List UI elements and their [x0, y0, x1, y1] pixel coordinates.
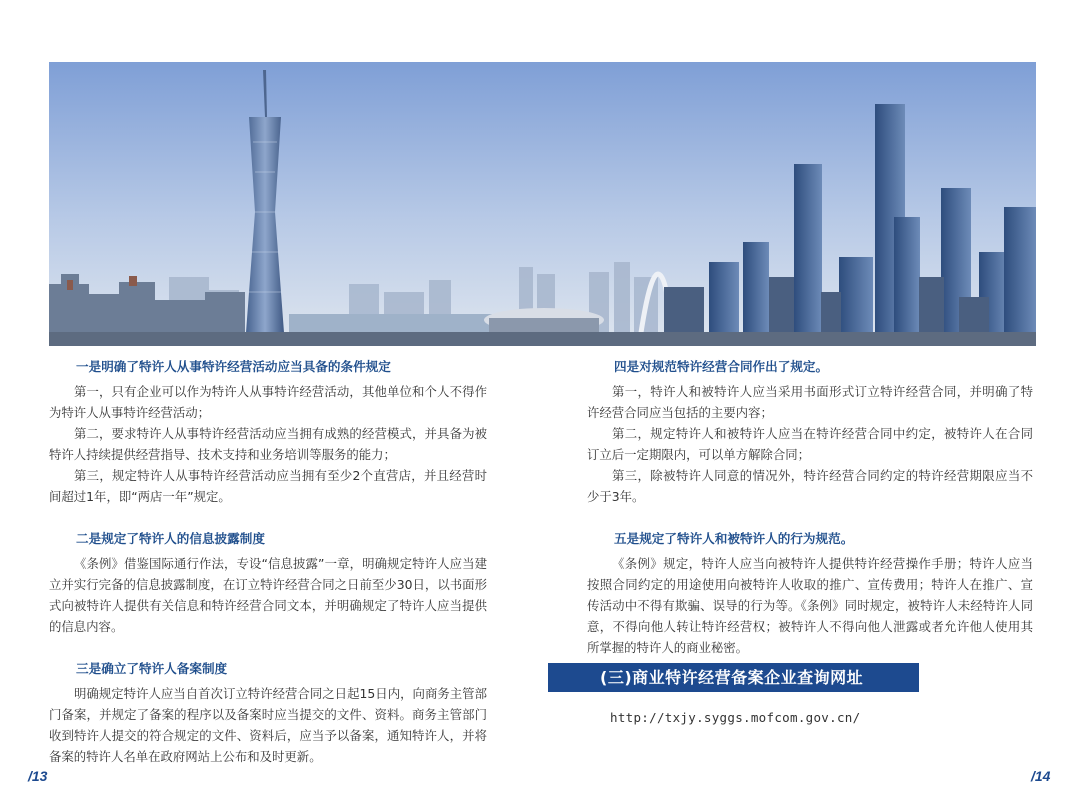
section-heading-5: 五是规定了特许人和被特许人的行为规范。: [614, 531, 854, 546]
section-heading-1: 一是明确了特许人从事特许经营活动应当具备的条件规定: [76, 359, 391, 374]
paragraph: 第一，特许人和被特许人应当采用书面形式订立特许经营合同，并明确了特许经营合同应当包括的主要内容；: [587, 384, 1033, 420]
paragraph: 明确规定特许人应当自首次订立特许经营合同之日起15日内，向商务主管部门备案，并规定了备案的程序以及备案时应当提交的文件、资料。商务主管部门收到特许人提交的符合规定的文件、资料后，应当予以备案，通知特许人，并将备案的特许人名单在政府网站上公布和及时更新。: [49, 686, 487, 764]
paragraph: 《条例》借鉴国际通行作法，专设“信息披露”一章，明确规定特许人应当建立并实行完备的信息披露制度，在订立特许经营合同之日前至少30日，以书面形式向被特许人提供有关信息和特许经营合同文本，并明确规定了特许人应当提供的信息内容。: [49, 556, 487, 634]
section-heading-2: 二是规定了特许人的信息披露制度: [76, 531, 265, 546]
section-heading-4: 四是对规范特许经营合同作出了规定。: [614, 359, 829, 374]
paragraph: 第一，只有企业可以作为特许人从事特许经营活动，其他单位和个人不得作为特许人从事特许经营活动；: [49, 384, 487, 420]
paragraph: 第二，要求特许人从事特许经营活动应当拥有成熟的经营模式，并具备为被特许人持续提供经营指导、技术支持和业务培训等服务的能力；: [49, 426, 487, 462]
paragraph: 第三，规定特许人从事特许经营活动应当拥有至少2个直营店，并且经营时间超过1年，即“两店一年”规定。: [49, 468, 487, 504]
section-heading-3: 三是确立了特许人备案制度: [76, 661, 228, 676]
right-column: [587, 350, 1033, 658]
paragraph: 第二，规定特许人和被特许人应当在特许经营合同中约定，被特许人在合同订立后一定期限内，可以单方解除合同；: [587, 426, 1033, 462]
section-title-bar: [548, 663, 919, 692]
left-column: [49, 350, 487, 767]
skyline-banner-image: [49, 62, 1036, 346]
paragraph: 《条例》规定，特许人应当向被特许人提供特许经营操作手册；特许人应当按照合同约定的用途使用向被特许人收取的推广、宣传费用；特许人在推广、宣传活动中不得有欺骗、误导的行为等。《条例》同时规定，被特许人未经特许人同意，不得向他人转让特许经营权；被特许人不得向他人泄露或者允许他人使用其所掌握的特许人的商业秘密。: [587, 556, 1033, 655]
paragraph: 第三，除被特许人同意的情况外，特许经营合同约定的特许经营期限应当不少于3年。: [587, 468, 1033, 504]
page-number-left: /13: [28, 768, 48, 784]
query-url-link[interactable]: http://txjy.syggs.mofcom.gov.cn/: [610, 710, 861, 725]
section-title: (三)商业特许经营备案企业查询网址: [600, 668, 864, 687]
page-number-right: /14: [1031, 768, 1051, 784]
